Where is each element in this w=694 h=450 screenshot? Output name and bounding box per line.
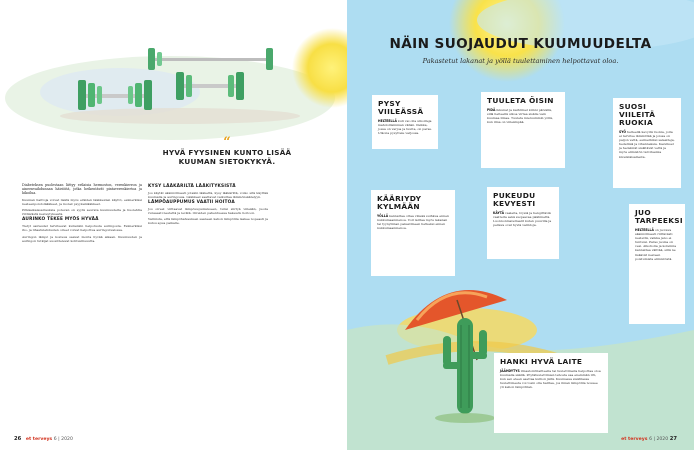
- tip-lead: HELTEELLÄ: [378, 119, 397, 123]
- tip-card: [487, 187, 559, 259]
- issue-number: 6 | 2020: [53, 437, 73, 442]
- tip-body: [377, 214, 449, 230]
- body-paragraph: Auringon lämpö ja kosteus saavat monta hyvää aikaan. Kuumuuden ja auringon tutkijat suosittelevat kohtuullisuutta.: [22, 234, 142, 243]
- tip-body: [500, 369, 602, 389]
- body-paragraph: Tietyt sairaudet tarvitsevat kuitenkin helpotusta auringosta. Esimerkiksi iho- ja lihastulehdusten oireet voivat helpottua auringonvalossa.: [22, 224, 142, 233]
- right-page: [347, 0, 694, 450]
- tip-body: [619, 130, 675, 159]
- tip-text: helteellä kevyitä ruokia, joita ei tarvitse lämmittää ja joissa on paljon vettä, esimerkiksi salaatteja, hedelmiä ja vihanneksia. Kasvikset ja hedelmät sisältävät vettä ja myös elimistön tarvitsemia kivennäisaineita.: [619, 130, 675, 159]
- dumbbells-illustration: [0, 0, 347, 160]
- page-subtitle: Pakastetut lakanat ja yöllä tuulettaminen helpottavat oloa.: [422, 57, 619, 65]
- article-column-2: [148, 183, 268, 228]
- body-paragraph: Varmista, että lämpöhalvauksen saaneen kehon lämpötila laskee nopeasti ja kutsu apua paikalle.: [148, 217, 268, 226]
- article-column-1: [22, 183, 142, 245]
- lede-paragraph: Diabeteksen puolestaan liittyy erilaisia hermoston, verenkierron ja aineenvaihdunnan häiriöitä, jotka heikentävät pintaverenkiertoa ja hikoilua.: [22, 183, 142, 196]
- page-title: NÄIN SUOJAUDUT KUUMUUDELTA: [389, 36, 652, 52]
- tip-title: SUOSI VIILEITÄ RUOKIA: [619, 102, 656, 127]
- body-paragraph: Jos oireet viittaavat lämpöuupumukseen, tulisi siirtyä viileään, juoda runsaasti nestettä ja levätä. Oireiden pahentuessa hakeudu hoitoon.: [148, 206, 268, 216]
- tip-card: [613, 98, 681, 188]
- tip-title: PUKEUDU KEVYESTI: [493, 191, 536, 208]
- magazine-name: et terveys: [621, 437, 648, 442]
- page-footer: [621, 436, 680, 442]
- page-number: 27: [669, 436, 677, 442]
- tip-lead: JÄÄHDYTYS: [500, 369, 520, 373]
- pull-quote-text: HYVÄ FYYSINEN KUNTO LISÄÄ KUUMAN SIETOKYKYÄ.: [162, 148, 292, 166]
- tip-card: [371, 190, 455, 276]
- tip-title: JUO TARPEEKSI: [635, 208, 683, 225]
- tip-lead: KÄYTÄ: [493, 211, 504, 215]
- tip-title: PYSY VIILEÄSSÄ: [378, 99, 424, 116]
- tip-card: [481, 92, 565, 168]
- issue-number: 6 | 2020: [649, 437, 669, 442]
- subheading: KYSY LÄÄKÄRILTÄ LÄÄKITYKSISTÄ: [148, 184, 236, 189]
- tip-text: ikkunat ja kaihtimet kiinni päivällä, sillä helteellä ulkoa virtaa sisälle vain kuumaa ilmaa. Tuuleta mieluummin yöllä, kun ilma on viileämpää.: [487, 108, 553, 125]
- body-paragraph: Kuuman haittoja voivat lisätä myös eräiden lääkkeiden käyttö, esimerkiksi nesteenpoistolääkkeet, ja monet psyykenlääkkeet.: [22, 197, 142, 206]
- tip-text: ilmastointilaitteella tai tuulettimella helpottaa oloa kuumalla säällä. Pöytätuulettimien tehosta saa enemmän irti, kun sen eteen asettaa kulhon jäitä. Kuumassa sisätilassa tuulettimesta voi tosin olla haittaa, jos ilman lämpötila nousee yli kehon lämpötilan.: [500, 369, 601, 390]
- tip-text: kuti vai olla ulkoilleja mahdollisimman vähän. Paikka, jossa on varjoa ja tuulta, on paras. Ulkona pysyttele varjossa.: [378, 119, 433, 136]
- tip-title: TUULETA ÖISIN: [487, 96, 554, 105]
- page-number: 26: [14, 436, 22, 442]
- body-paragraph: Jos käytät säännöllisesti jotakin lääkettä, kysy lääkäriltä, voiko sitä käyttää kuumalla ja auringossa. Lääkkeet saattavat vaikuttaa lämmönsäätelyyn.: [148, 190, 268, 199]
- tip-text: vaaleita, löysiä ja hengittäviä vaatteita sekä suojaavaa päähinettä. Luonnonmateriaalit kuten puuvilla ja pellava ovat hyviä valintoja.: [493, 211, 552, 228]
- tip-card: [372, 95, 438, 149]
- tip-title: KÄÄRIYDY KYLMÄÄN: [377, 194, 422, 211]
- tip-lead: SYÖ: [619, 130, 626, 134]
- tip-card: [494, 353, 608, 433]
- tip-text: on juotava säännöllisesti riittävästi nestettä, vaikka jano ei tuntuisi. Paras juoma on vesi. Alkoholia ja kofeiinia kannattaa välttää, sillä ne lisäävät nesteen poistumista elimistöstä.: [635, 228, 677, 261]
- tip-lead: HELTEELLÄ: [635, 228, 654, 232]
- body-paragraph: Pitkäaikaissairauksia potevan on syytä seurata kuumuudelta ja huolehtia riittävästä nesteytyksestä.: [22, 208, 142, 217]
- tip-body: [487, 108, 559, 124]
- tip-card: [629, 204, 685, 324]
- tip-body: [635, 228, 679, 261]
- tip-title: HANKI HYVÄ LAITE: [500, 357, 583, 366]
- pull-quote: [152, 135, 302, 166]
- tip-lead: YÖLLÄ: [377, 214, 389, 218]
- subheading: LÄMPÖAUPPUMUS VAATII HOITOA: [148, 200, 235, 206]
- tip-body: [493, 211, 553, 227]
- subheading: AURINKO TEKEE MYÖS HYVÄÄ: [22, 217, 99, 223]
- tip-body: [378, 119, 432, 135]
- quote-mark: “: [223, 135, 231, 150]
- tip-text: kannattaa ottaa viileää suihkua ennen nukkumaanmenoa. Voit laittaa myös lakanan tai tyynyliinan pakastimeen hetkeksi ennen nukkumaanmenoa.: [377, 214, 449, 231]
- magazine-name: et terveys: [25, 437, 53, 442]
- page-footer: [14, 436, 73, 442]
- tip-lead: PIDÄ: [487, 108, 496, 112]
